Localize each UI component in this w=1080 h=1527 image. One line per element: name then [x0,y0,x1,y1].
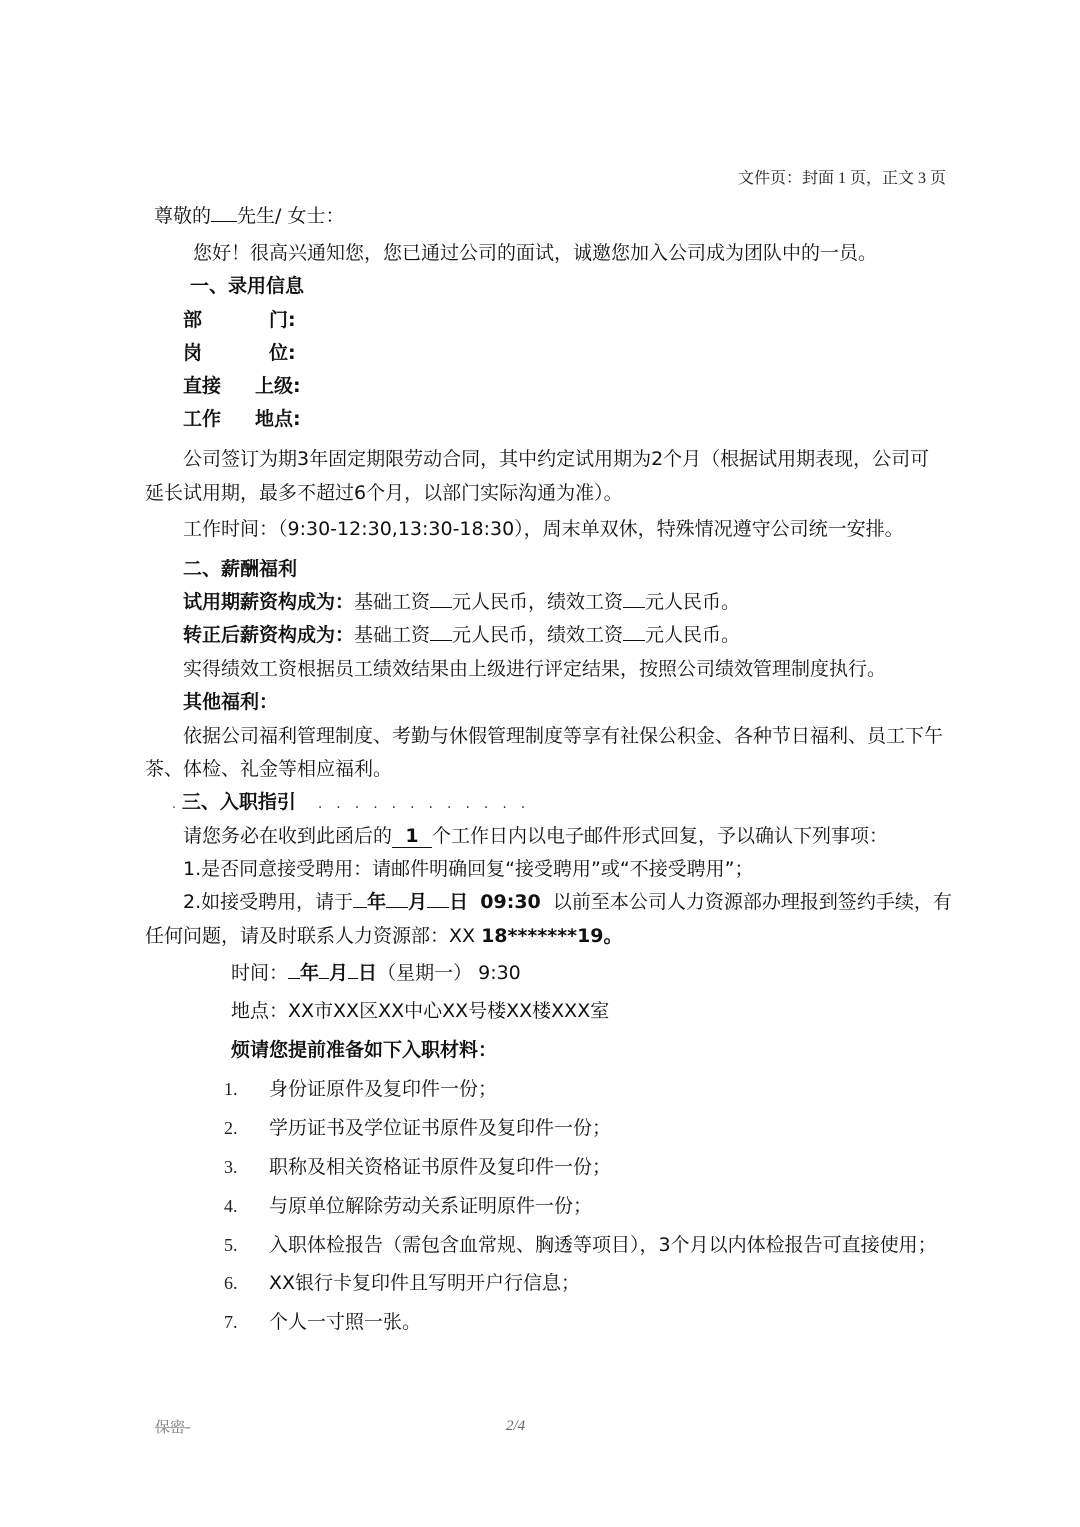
other-benefits-line-2: 茶、体检、礼金等相应福利。 [145,758,393,780]
blank [430,640,452,641]
contract-line-1: 公司签订为期3年固定期限劳动合同，其中约定试用期为2个月（根据试用期表现，公司可 [183,448,930,470]
list-text: 职称及相关资格证书原件及复印件一份； [269,1156,612,1178]
performance-note: 实得绩效工资根据员工绩效结果由上级进行评定结果，按照公司绩效管理制度执行。 [183,658,887,680]
regular-label: 转正后薪资构成为： [183,624,355,646]
materials-title: 烦请您提前准备如下入职材料： [231,1039,498,1061]
field-position [183,340,296,366]
field-supervisor [183,373,301,399]
list-item [224,1270,580,1296]
blank [353,907,367,908]
field-label-a: 工作 [183,408,222,430]
blank [348,978,358,979]
list-item [224,1076,497,1102]
field-label-b: 地点: [255,408,301,430]
probation-salary [183,589,740,615]
confirm-item-2 [183,889,952,915]
salary-base-label: 基础工资 [354,591,431,613]
probation-label: 试用期薪资构成为： [183,591,355,613]
reply-days: 1 [392,825,432,848]
field-label-b: 门: [269,309,296,331]
field-label-a: 直接 [183,375,222,397]
item2-prefix: 2.如接受聘用，请于 [183,891,354,913]
confidential-mark: 保密- [155,1418,191,1436]
field-label-b: 上级: [255,375,301,397]
list-item [224,1115,611,1141]
page-number: 2/4 [506,1418,526,1434]
list-text: 与原单位解除劳动关系证明原件一份； [269,1195,593,1217]
day-label: 日 [358,962,378,984]
section3-title: 三、入职指引 [181,791,296,813]
salary-base-label: 基础工资 [354,624,431,646]
list-item [224,1193,592,1219]
report-time-line [231,960,521,986]
report-address: 地点：XX市XX区XX中心XX号楼XX楼XXX室 [231,1000,610,1022]
section2-title: 二、薪酬福利 [183,558,298,580]
list-text: XX银行卡复印件且写明开户行信息； [269,1272,581,1294]
reply-prefix: 请您务必在收到此函后的 [183,825,393,847]
file-page-info: 文件页：封面 1 页，正文 3 页 [737,170,946,187]
list-number: 1. [224,1079,238,1099]
reply-suffix: 个工作日内以电子邮件形式回复，予以确认下列事项： [432,825,889,847]
dot-leader: ............ [317,796,540,812]
field-label-a: 岗 [183,342,203,364]
work-time: 工作时间：（9:30-12:30,13:30-18:30），周末单双休，特殊情况遵守公司统一安排。 [183,518,904,540]
salary-base-unit: 元人民币，绩效工资 [452,624,624,646]
list-number: 2. [224,1118,238,1138]
field-label-b: 位: [269,342,296,364]
blank [288,978,300,979]
report-time: 09:30 [480,891,541,913]
month-label: 月 [329,962,349,984]
bullet-dot-icon: . [172,797,176,811]
list-number: 3. [224,1157,238,1177]
list-text: 学历证书及学位证书原件及复印件一份； [269,1117,612,1139]
list-item [224,1232,937,1258]
other-benefits-line-1: 依据公司福利管理制度、考勤与休假管理制度等享有社保公积金、各种节日福利、员工下午 [183,725,944,747]
section1-title: 一、录用信息 [190,275,305,297]
list-item [224,1309,421,1335]
greeting [154,203,344,229]
time-weekday: （星期一） 9:30 [377,962,521,984]
blank [427,907,449,908]
day-label: 日 [449,891,469,913]
salary-perf-unit: 元人民币。 [645,591,741,613]
other-benefits-title: 其他福利： [183,691,279,713]
confirm-item-1: 1.是否同意接受聘用：请邮件明确回复“接受聘用”或“不接受聘用”； [183,858,754,880]
salary-base-unit: 元人民币，绩效工资 [452,591,624,613]
greeting-suffix: 先生/ 女士： [237,205,345,227]
field-location [183,406,301,432]
list-number: 6. [224,1273,238,1293]
list-number: 7. [224,1312,238,1332]
blank [386,907,408,908]
blank [319,978,329,979]
salary-perf-unit: 元人民币。 [645,624,741,646]
name-blank [211,221,237,222]
reply-instruction [183,823,888,849]
blank [430,607,452,608]
greeting-prefix: 尊敬的 [154,205,212,227]
list-item [224,1154,611,1180]
year-label: 年 [300,962,320,984]
field-label-a: 部 [183,309,203,331]
contract-line-2: 延长试用期，最多不超过6个月，以部门实际沟通为准）。 [145,482,623,504]
list-number: 4. [224,1196,238,1216]
time-label: 时间： [231,962,289,984]
list-text: 入职体检报告（需包含血常规、胸透等项目），3个月以内体检报告可直接使用； [269,1234,937,1256]
section3-heading-row [172,789,539,817]
month-label: 月 [408,891,428,913]
contact-phone: 18*******19。 [481,925,623,947]
list-text: 个人一寸照一张。 [269,1311,422,1333]
contact-line [145,923,623,949]
blank [623,607,645,608]
blank [623,640,645,641]
field-department [183,307,296,333]
regular-salary [183,622,740,648]
list-number: 5. [224,1235,238,1255]
item2-suffix: 以前至本公司人力资源部办理报到签约手续，有 [552,891,952,913]
contact-prefix: 任何问题，请及时联系人力资源部：XX [145,925,482,947]
list-text: 身份证原件及复印件一份； [269,1078,498,1100]
year-label: 年 [367,891,387,913]
intro-paragraph: 您好！很高兴通知您，您已通过公司的面试，诚邀您加入公司成为团队中的一员。 [193,242,878,264]
